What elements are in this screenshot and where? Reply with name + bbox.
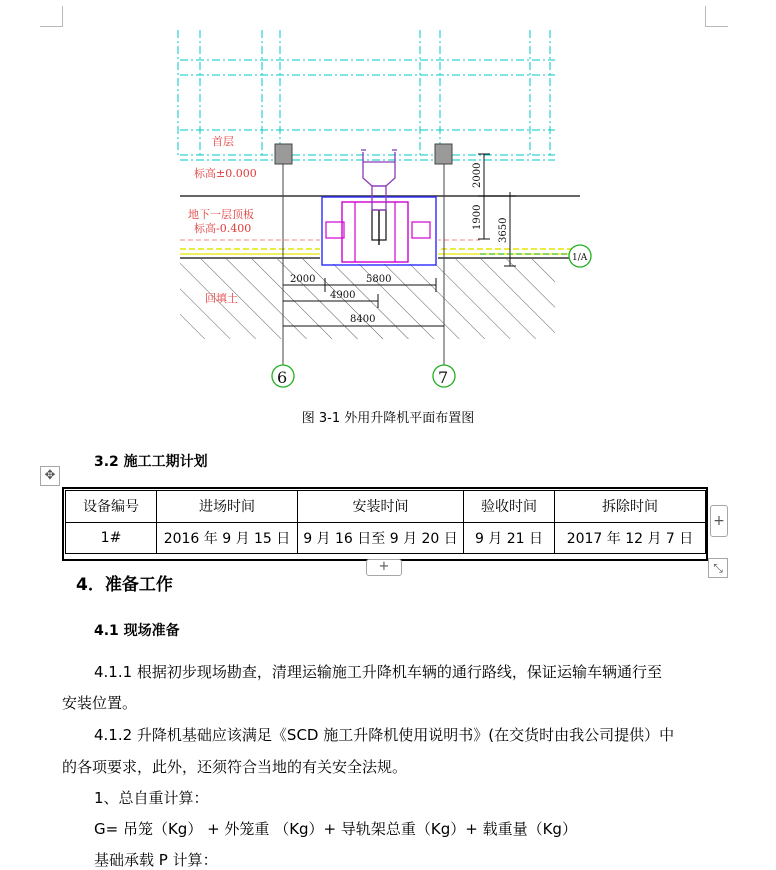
table-cell[interactable]: 9 月 21 日	[464, 522, 555, 554]
grid-lines	[178, 30, 555, 160]
table-header-cell[interactable]: 拆除时间	[555, 491, 706, 523]
paragraph-weight-title: 1、总自重计算：	[94, 789, 209, 807]
axis-label-7: 7	[438, 368, 449, 387]
table-cell[interactable]: 1#	[66, 522, 157, 554]
axis-label-1a: 1/A	[572, 253, 588, 263]
table-header-cell[interactable]: 设备编号	[66, 491, 157, 523]
dim-1900: 1900	[472, 204, 483, 230]
paragraph-weight-formula: G= 吊笼（Kg） + 外笼重 （Kg）+ 导轨架总重（Kg）+ 载重量（Kg）	[94, 820, 577, 838]
column-right	[435, 144, 452, 164]
dim-2000-vertical: 2000	[472, 162, 483, 188]
table-header-cell[interactable]: 验收时间	[464, 491, 555, 523]
schedule-table-frame	[62, 487, 708, 561]
table-header-cell[interactable]: 进场时间	[157, 491, 298, 523]
table-header-cell[interactable]: 安装时间	[298, 491, 464, 523]
table-cell[interactable]: 2017 年 12 月 7 日	[555, 522, 706, 554]
axis-label-6: 6	[277, 368, 288, 387]
paragraph-4-1-1: 4.1.1 根据初步现场勘查，清理运输施工升降机车辆的通行路线，保证运输车辆通行至	[94, 663, 662, 681]
section-heading-3-2: 3.2 施工工期计划	[94, 454, 208, 470]
table-row	[66, 522, 706, 554]
paragraph-load-title: 基础承载 P 计算：	[94, 851, 218, 869]
dim-2000-horizontal: 2000	[290, 274, 316, 285]
add-column-button[interactable]: +	[710, 505, 728, 537]
table-header-row	[66, 491, 706, 523]
figure-caption: 图 3-1 外用升降机平面布置图	[301, 411, 475, 426]
schedule-table	[65, 490, 706, 554]
add-row-button[interactable]: +	[366, 559, 402, 576]
elevator-layout-drawing	[150, 30, 610, 392]
column-left	[275, 144, 292, 164]
paragraph-4-1-1-cont: 安装位置。	[62, 694, 138, 712]
label-elevation-minus: 标高-0.400	[194, 222, 252, 235]
dim-4900: 4900	[330, 290, 356, 301]
table-resize-handle[interactable]: ⤡	[708, 558, 728, 578]
dim-5800: 5800	[366, 274, 392, 285]
paragraph-4-1-2: 4.1.2 升降机基础应该满足《SCD 施工升降机使用说明书》(在交货时由我公司提供）中	[94, 726, 675, 744]
table-cell[interactable]: 2016 年 9 月 15 日	[157, 522, 298, 554]
table-cell[interactable]: 9 月 16 日至 9 月 20 日	[298, 522, 464, 554]
label-elevation-zero: 标高±0.000	[194, 167, 257, 180]
dim-8400: 8400	[350, 314, 376, 325]
page-corner-mark-left	[40, 6, 63, 27]
section-heading-4: 4．准备工作	[76, 575, 173, 595]
dim-3650: 3650	[498, 217, 509, 243]
table-move-handle[interactable]: ✥	[40, 466, 60, 486]
label-first-floor: 首层	[212, 135, 234, 148]
section-heading-4-1: 4.1 现场准备	[94, 623, 180, 639]
page-corner-mark-right	[705, 6, 728, 27]
label-basement-roof: 地下一层顶板	[188, 208, 254, 221]
label-backfill: 回填土	[205, 292, 238, 305]
paragraph-4-1-2-cont: 的各项要求，此外，还须符合当地的有关安全法规。	[62, 758, 408, 776]
